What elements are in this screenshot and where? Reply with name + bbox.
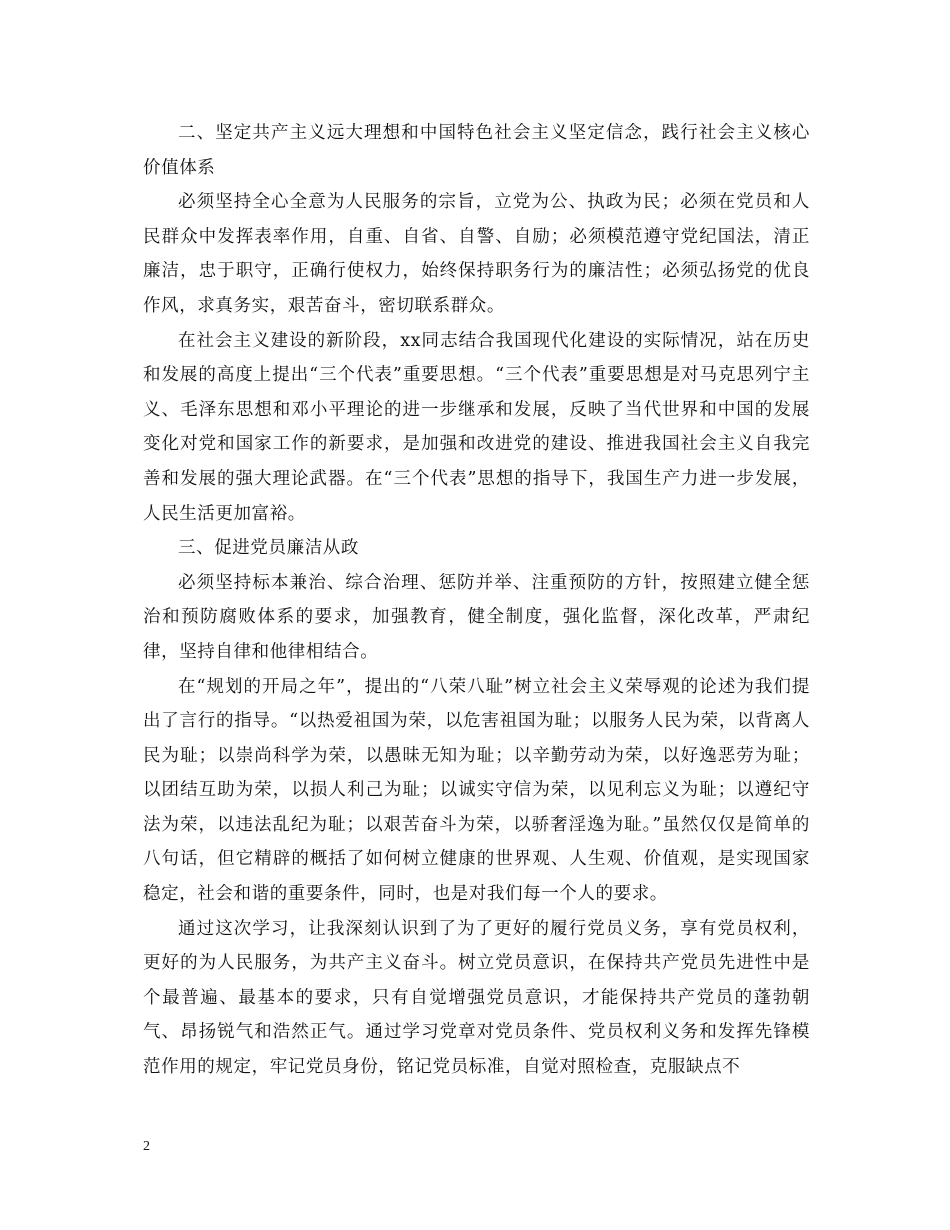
page-number: 2	[143, 1139, 150, 1154]
paragraph-study-reflection: 通过这次学习，让我深刻认识到了为了更好的履行党员义务，享有党员权利，更好的为人民服务，为共产主义奋斗。树立党员意识，在保持共产党员先进性中是个最普遍、最基本的要求，只有自觉增强党员意识，才能保持共产党员的蓬勃朝气、昂扬锐气和浩然正气。通过学习党章对党员条件、党员权利义务和发挥先锋模范作用的规定，牢记党员身份，铭记党员标准，自觉对照检查，克服缺点不	[143, 918, 810, 1078]
section-heading-two: 二、坚定共产主义远大理想和中国特色社会主义坚定信念，践行社会主义核心价值体系	[143, 123, 810, 178]
paragraph-three-represents: 在社会主义建设的新阶段，xx同志结合我国现代化建设的实际情况，站在历史和发展的高度上提出“三个代表”重要思想。“三个代表”重要思想是对马克思列宁主义、毛泽东思想和邓小平理论的进一步继承和发展，反映了当代世界和中国的发展变化对党和国家工作的新要求，是加强和改进党的建设、推进我国社会主义自我完善和发展的强大理论武器。在“三个代表”思想的指导下，我国生产力进一步发展，人民生活更加富裕。	[143, 330, 810, 524]
paragraph-service-principles: 必须坚持全心全意为人民服务的宗旨，立党为公、执政为民；必须在党员和人民群众中发挥表率作用，自重、自省、自警、自励；必须模范遵守党纪国法，清正廉洁，忠于职守，正确行使权力，始终保持职务行为的廉洁性；必须弘扬党的优良作风，求真务实，艰苦奋斗，密切联系群众。	[143, 192, 810, 316]
section-heading-three: 三、促进党员廉洁从政	[178, 538, 359, 559]
paragraph-eight-honors: 在“规划的开局之年”，提出的“八荣八耻”树立社会主义荣辱观的论述为我们提出了言行的指导。“以热爱祖国为荣，以危害祖国为耻；以服务人民为荣，以背离人民为耻；以崇尚科学为荣，以愚昧无知为耻；以辛勤劳动为荣，以好逸恶劳为耻；以团结互助为荣，以损人利己为耻；以诚实守信为荣，以见利忘义为耻；以遵纪守法为荣，以违法乱纪为耻；以艰苦奋斗为荣，以骄奢淫逸为耻。”虽然仅仅是简单的八句话，但它精辟的概括了如何树立健康的世界观、人生观、价值观，是实现国家稳定，社会和谐的重要条件，同时，也是对我们每一个人的要求。	[143, 676, 810, 905]
document-body	[143, 116, 810, 1085]
paragraph-anti-corruption: 必须坚持标本兼治、综合治理、惩防并举、注重预防的方针，按照建立健全惩治和预防腐败体系的要求，加强教育，健全制度，强化监督，深化改革，严肃纪律，坚持自律和他律相结合。	[143, 572, 810, 662]
